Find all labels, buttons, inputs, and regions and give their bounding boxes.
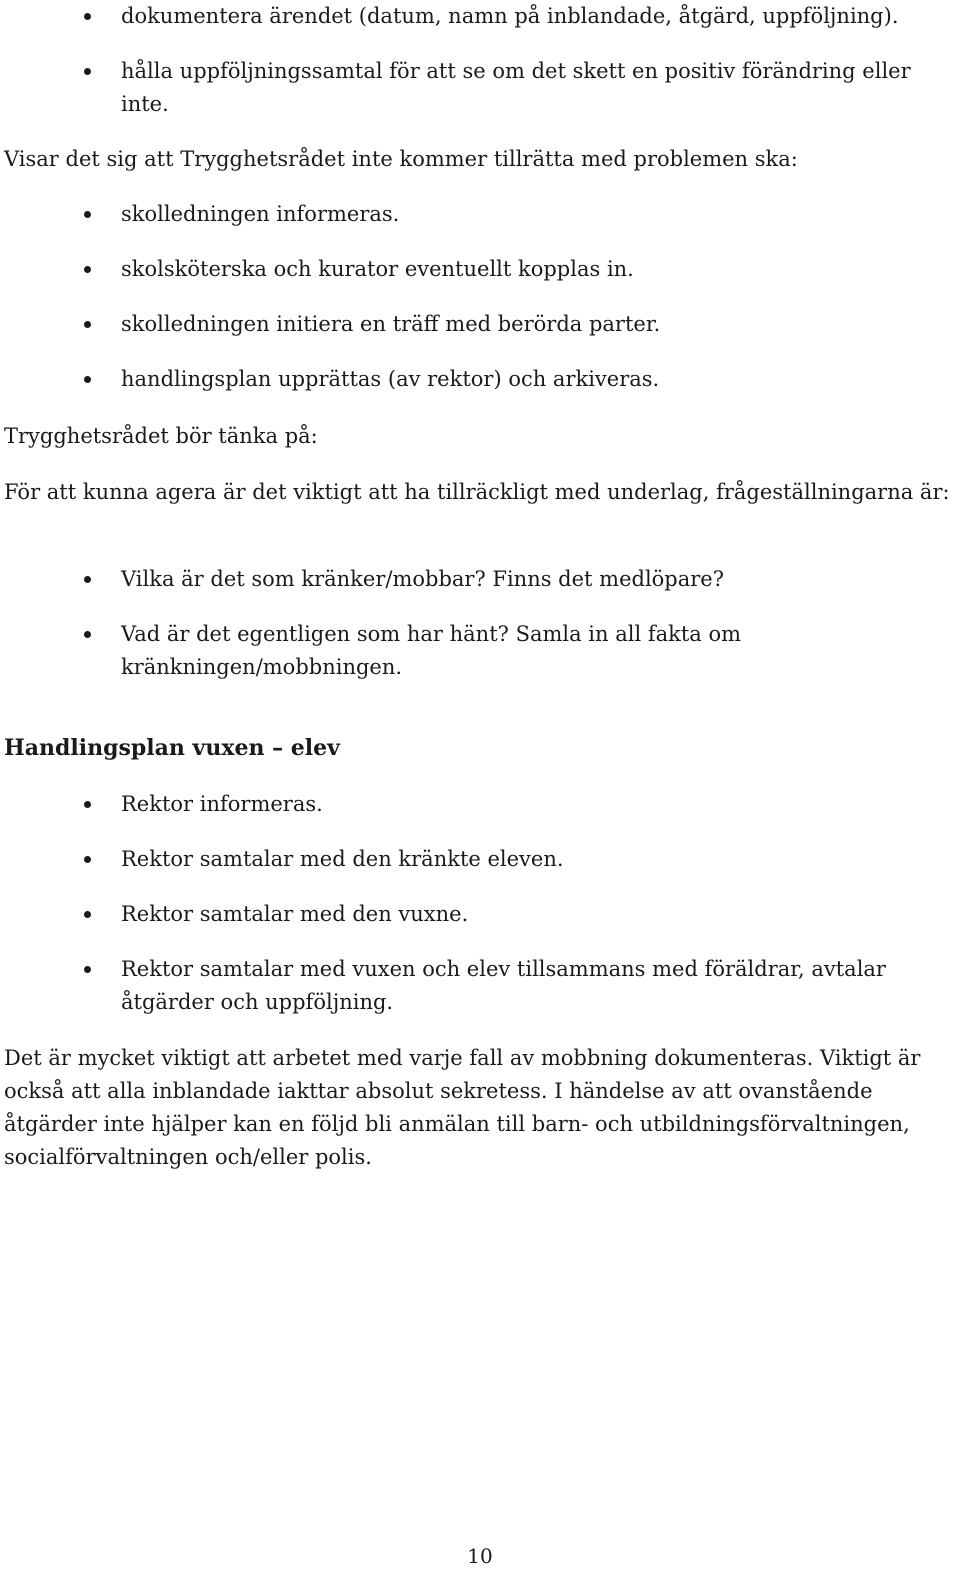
followup-list [0, 0, 960, 121]
section-heading: Handlingsplan vuxen – elev [4, 735, 340, 761]
list-item: Rektor samtalar med den kränkte eleven. [0, 843, 931, 876]
list-item: skolledningen initiera en träff med berörda parter. [0, 308, 931, 341]
list-item: Rektor informeras. [0, 788, 931, 821]
list-item: Vilka är det som kränker/mobbar? Finns det medlöpare? [0, 563, 931, 596]
escalation-list [0, 198, 960, 396]
page-number: 10 [467, 1544, 493, 1568]
list-item: handlingsplan upprättas (av rektor) och arkiveras. [0, 363, 931, 396]
escalation-paragraph: Visar det sig att Trygghetsrådet inte kommer tillrätta med problemen ska: [4, 147, 798, 171]
list-item: hålla uppföljningssamtal för att se om det skett en positiv förändring eller inte. [0, 55, 931, 121]
action-list [0, 788, 960, 1019]
questions-paragraph: För att kunna agera är det viktigt att ha tillräckligt med underlag, frågeställningarna är: [4, 480, 950, 504]
list-item: Rektor samtalar med vuxen och elev tillsammans med föräldrar, avtalar åtgärder och uppföljning. [0, 953, 931, 1019]
list-item: skolledningen informeras. [0, 198, 931, 231]
list-item: skolsköterska och kurator eventuellt kopplas in. [0, 253, 931, 286]
list-item: Rektor samtalar med den vuxne. [0, 898, 931, 931]
list-item: Vad är det egentligen som har hänt? Samla in all fakta om kränkningen/mobbningen. [0, 618, 931, 684]
questions-list [0, 563, 960, 684]
list-item: dokumentera ärendet (datum, namn på inblandade, åtgärd, uppföljning). [0, 0, 931, 33]
closing-paragraph: Det är mycket viktigt att arbetet med varje fall av mobbning dokumenteras. Viktigt är också att alla inblandade iakttar absolut sekretess. I händelse av att ovanstående åtgärder inte hjälper kan en följd bli anmälan till barn- och utbildningsförvaltningen, socialförvaltningen och/eller polis. [4, 1046, 921, 1169]
consider-paragraph: Trygghetsrådet bör tänka på: [4, 424, 318, 448]
